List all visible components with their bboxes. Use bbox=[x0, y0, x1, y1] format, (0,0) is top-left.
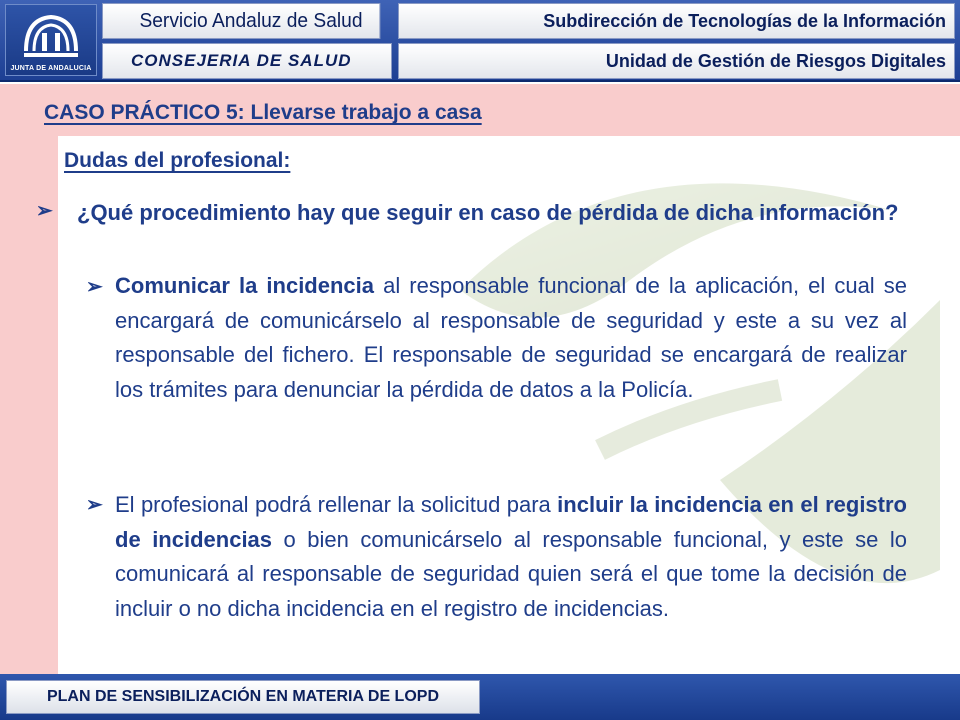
subdirectorate-name: Subdirección de Tecnologías de la Información bbox=[398, 3, 955, 39]
left-sidebar-band bbox=[0, 84, 58, 680]
point2-text-b: o bien comunicárselo al responsable funcional, y este se lo comunicará al responsable de seguridad quien será el que tome la decisión de incluir o no dicha incidencia en el registro de incidencias. bbox=[115, 526, 907, 621]
org-name: Servicio Andaluz de Salud bbox=[102, 3, 380, 39]
unit-name: Unidad de Gestión de Riesgos Digitales bbox=[398, 43, 955, 79]
point2-text-a: El profesional podrá rellenar la solicitud para bbox=[115, 492, 558, 517]
junta-andalucia-logo bbox=[5, 4, 97, 76]
arrow-bullet-icon: ➢ bbox=[36, 200, 53, 222]
point1-text: al responsable funcional de la aplicación, el cual se encargará de comunicárselo al responsable de seguridad y este a su vez al responsable del fichero. El responsable de seguridad se encargará de realizar los trámites para denunciar la pérdida de datos a la Policía. bbox=[115, 273, 908, 402]
slide-title: CASO PRÁCTICO 5: Llevarse trabajo a casa bbox=[44, 101, 482, 124]
point1-bold: Comunicar la incidencia bbox=[115, 273, 375, 298]
header-bar bbox=[0, 0, 960, 82]
arrow-bullet-icon: ➢ bbox=[86, 276, 103, 298]
answer-point-1 bbox=[115, 269, 907, 407]
ministry-name: CONSEJERIA DE SALUD bbox=[102, 43, 392, 79]
point2-bold: incluir la incidencia en el registro de incidencias bbox=[115, 492, 907, 552]
arrow-bullet-icon: ➢ bbox=[86, 494, 103, 516]
answer-point-2 bbox=[115, 488, 907, 626]
section-subtitle: Dudas del profesional: bbox=[64, 149, 291, 172]
footer-label: PLAN DE SENSIBILIZACIÓN EN MATERIA DE LOPD bbox=[6, 680, 480, 714]
question-text: ¿Qué procedimiento hay que seguir en caso de pérdida de dicha información? bbox=[77, 200, 899, 225]
logo-text: JUNTA DE ANDALUCIA bbox=[10, 65, 92, 72]
logo-emblem-icon bbox=[20, 11, 82, 61]
